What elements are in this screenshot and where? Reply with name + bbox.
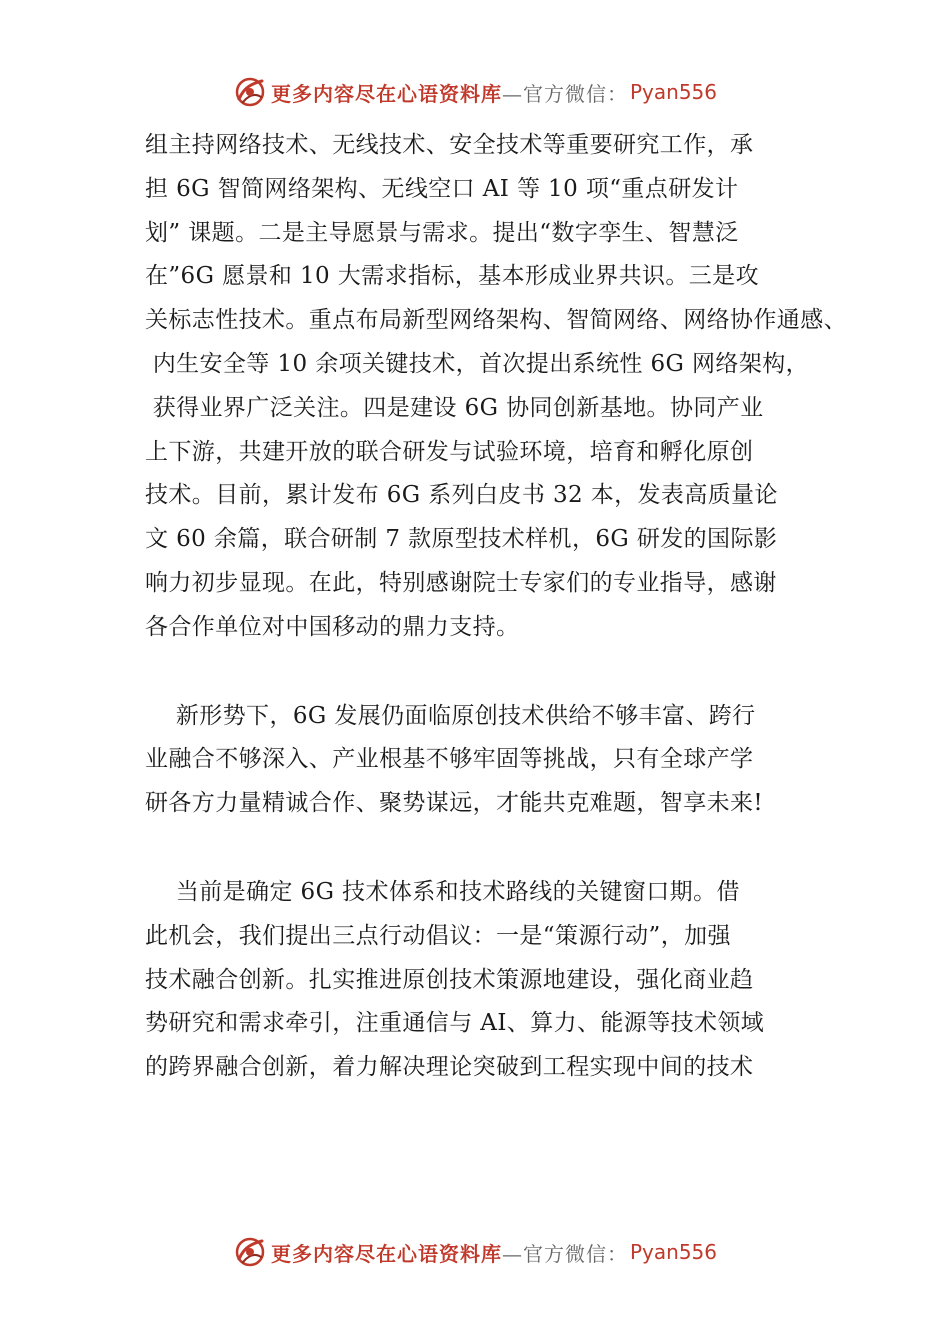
brand-text: 更多内容尽在心语资料库 [270,81,502,106]
text-line: 新形势下，6G 发展仍面临原创技术供给不够丰富、跨行 [145,702,756,729]
document-body [145,124,845,1090]
separator-text: —官方微信： [501,81,628,106]
text-line: 组主持网络技术、无线技术、安全技术等重要研究工作，承 [145,132,754,158]
text-line: 此机会，我们提出三点行动倡议：一是“策源行动”，加强 [145,922,731,949]
text-line: 的跨界融合创新，着力解决理论突破到工程实现中间的技术 [145,1054,754,1081]
text-line: 担 6G 智简网络架构、无线空口 AI 等 10 项“重点研发计 [145,175,739,202]
wechat-id: Pyan556 [629,1240,717,1264]
paragraph-3 [145,871,845,1090]
paragraph-2 [145,695,845,826]
text-line: 上下游，共建开放的联合研发与试验环境，培育和孵化原创 [145,438,754,465]
text-line: 当前是确定 6G 技术体系和技术路线的关键窗口期。借 [145,878,740,905]
wechat-id: Pyan556 [629,80,717,104]
text-line: 内生安全等 10 余项关键技术，首次提出系统性 6G 网络架构， [145,350,810,377]
text-line: 势研究和需求牵引，注重通信与 AI、算力、能源等技术领域 [145,1010,765,1037]
text-line: 文 60 余篇，联合研制 7 款原型技术样机，6G 研发的国际影 [145,526,778,553]
paragraph-1 [145,124,845,650]
text-line: 在”6G 愿景和 10 大需求指标，基本形成业界共识。三是攻 [145,263,759,290]
brand-text: 更多内容尽在心语资料库 [270,1241,502,1266]
text-line: 获得业界广泛关注。四是建设 6G 协同创新基地。协同产业 [145,394,764,421]
separator-text: —官方微信： [501,1241,628,1266]
red-swirl-logo-icon [233,75,267,109]
text-line: 关标志性技术。重点布局新型网络架构、智简网络、网络协作通感、 [145,307,847,334]
text-line: 划” 课题。二是主导愿景与需求。提出“数字孪生、智慧泛 [145,219,739,246]
paragraph-gap [145,826,845,871]
header-watermark-banner [0,72,950,112]
text-line: 技术。目前，累计发布 6G 系列白皮书 32 本，发表高质量论 [145,482,778,509]
text-line: 技术融合创新。扎实推进原创技术策源地建设，强化商业趋 [145,966,754,993]
text-line: 研各方力量精诚合作、聚势谋远，才能共克难题，智享未来! [145,790,764,817]
footer-watermark-banner [0,1232,950,1272]
text-line: 响力初步显现。在此，特别感谢院士专家们的专业指导，感谢 [145,569,777,596]
text-line: 各合作单位对中国移动的鼎力支持。 [145,613,520,640]
paragraph-gap [145,650,845,695]
text-line: 业融合不够深入、产业根基不够牢固等挑战，只有全球产学 [145,746,754,773]
red-swirl-logo-icon [233,1235,267,1269]
